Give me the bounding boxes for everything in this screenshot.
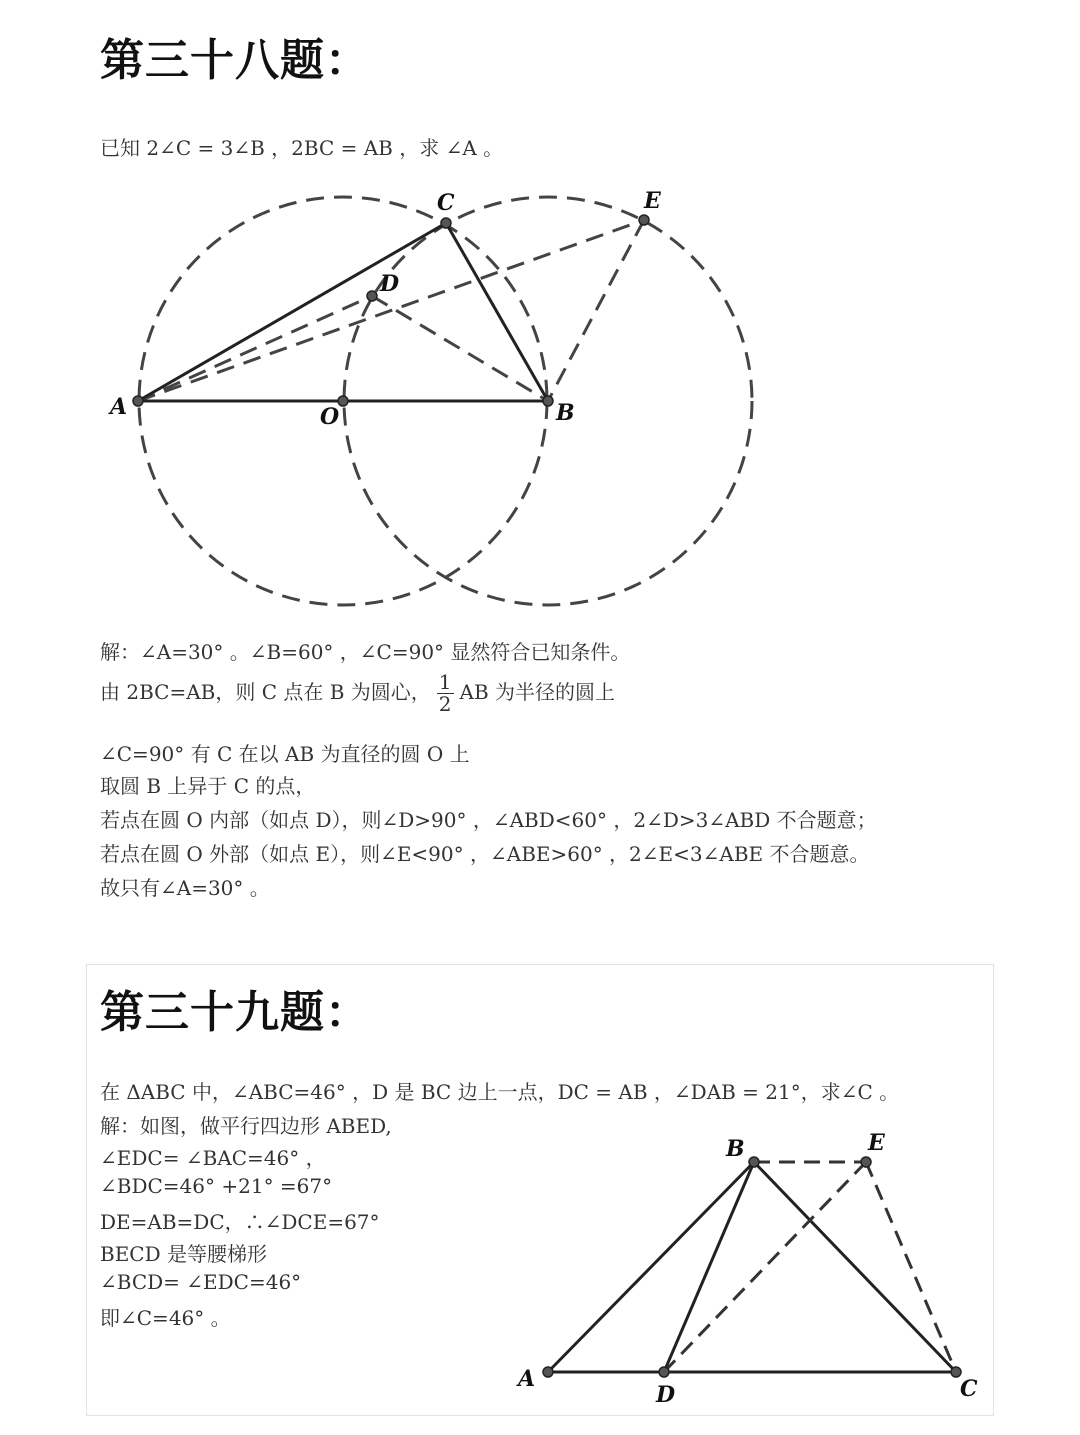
- segment-eb: [548, 220, 644, 401]
- label-d: D: [380, 271, 400, 297]
- problem-38-solution-line-2: [100, 672, 615, 715]
- problem-39-statement: 在 ΔABC 中，∠ABC=46° ，D 是 BC 边上一点，DC = AB ，∠DAB = 21°，求∠C 。: [100, 1080, 900, 1104]
- segment-ae: [138, 220, 644, 401]
- problem-38-solution-line-7: 故只有∠A=30° 。: [100, 876, 270, 900]
- solution-line-2-prefix: 由 2BC=AB，则 C 点在 B 为圆心，: [100, 680, 431, 704]
- fraction-one-half: [437, 672, 454, 715]
- problem-38-solution-line-4: 取圆 B 上异于 C 的点，: [100, 774, 316, 798]
- segment-ab: [548, 1162, 754, 1372]
- label-e: E: [868, 1130, 885, 1156]
- label-b: B: [556, 400, 575, 426]
- point-a: [543, 1367, 553, 1377]
- label-e: E: [644, 188, 661, 214]
- problem-38-solution-line-3: ∠C=90° 有 C 在以 AB 为直径的圆 O 上: [100, 742, 470, 766]
- fraction-numerator: 1: [438, 670, 452, 694]
- label-a: A: [518, 1366, 536, 1392]
- problem-38-solution-line-1: 解：∠A=30° 。∠B=60° ，∠C=90° 显然符合已知条件。: [100, 640, 631, 664]
- segment-ec: [866, 1162, 956, 1372]
- problem-38-statement: 已知 2∠C = 3∠B ，2BC = AB ，求 ∠A 。: [100, 136, 504, 160]
- label-d: D: [656, 1382, 676, 1408]
- problem-38-solution-line-5: 若点在圆 O 内部（如点 D），则∠D>90° ，∠ABD<60° ，2∠D>3∠ABD 不合题意；: [100, 808, 877, 832]
- problem-39-figure: [500, 1120, 990, 1410]
- problem-39-solution-line-7: 即∠C=46° 。: [100, 1306, 231, 1330]
- problem-39-solution-line-5: BECD 是等腰梯形: [100, 1242, 267, 1266]
- point-b: [543, 396, 553, 406]
- problem-38-solution-line-6: 若点在圆 O 外部（如点 E），则∠E<90° ，∠ABE>60° ，2∠E<3∠ABE 不合题意。: [100, 842, 870, 866]
- segment-bc: [754, 1162, 956, 1372]
- point-e: [861, 1157, 871, 1167]
- problem-38-figure: [0, 180, 800, 620]
- problem-39-solution-line-2: ∠EDC= ∠BAC=46° ，: [100, 1146, 326, 1170]
- point-o: [338, 396, 348, 406]
- label-b: B: [726, 1136, 745, 1162]
- label-a: A: [110, 394, 128, 420]
- fraction-denominator: 2: [438, 692, 452, 716]
- problem-39-solution-line-1: 解：如图，做平行四边形 ABED,: [100, 1114, 392, 1138]
- segment-db: [372, 296, 548, 401]
- point-b: [749, 1157, 759, 1167]
- problem-39-solution-line-6: ∠BCD= ∠EDC=46°: [100, 1270, 302, 1294]
- problem-38-title: 第三十八题：: [100, 35, 370, 86]
- problem-39-solution-line-3: ∠BDC=46° +21° =67°: [100, 1174, 333, 1198]
- label-c: C: [960, 1376, 978, 1402]
- point-d: [659, 1367, 669, 1377]
- segment-bd: [664, 1162, 754, 1372]
- point-c: [441, 218, 451, 228]
- label-o: O: [320, 404, 340, 430]
- point-e: [639, 215, 649, 225]
- segment-de: [664, 1162, 866, 1372]
- segment-ad: [138, 296, 372, 401]
- problem-39-solution-line-4: DE=AB=DC，∴∠DCE=67°: [100, 1210, 380, 1234]
- label-c: C: [437, 190, 455, 216]
- problem-39-title: 第三十九题：: [100, 987, 370, 1038]
- segment-cb: [446, 223, 548, 401]
- point-a: [133, 396, 143, 406]
- point-d: [367, 291, 377, 301]
- solution-line-2-suffix: AB 为半径的圆上: [459, 680, 616, 704]
